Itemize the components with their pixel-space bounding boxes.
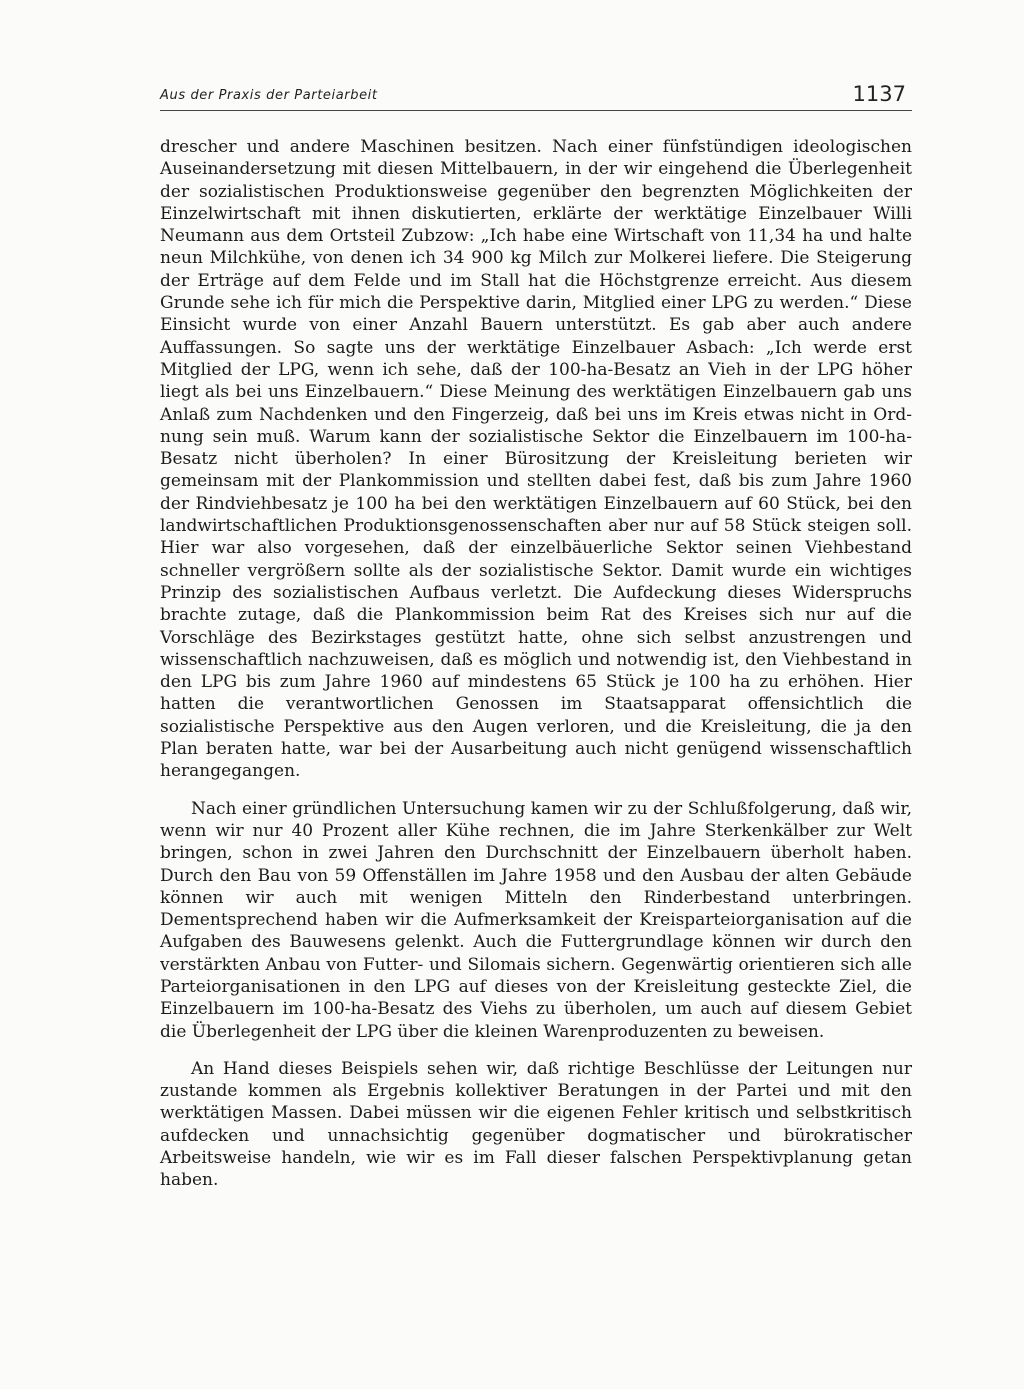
- running-title: Aus der Praxis der Parteiarbeit: [160, 88, 378, 103]
- running-header: [160, 82, 912, 110]
- paragraph-conclusion: Nach einer gründlichen Untersuchung kamen wir zu der Schlußfolgerung, daß wir, wenn wir nur 40 Prozent aller Kühe rechnen, die im Jahre Sterkenkälber zur Welt bringen, schon in zwei Jahren den Durchschnitt der Einzelbauern überholt haben. Durch den Bau von 59 Offenställen im Jahre 1958 und den Ausbau der alten Gebäude können wir auch mit wenigen Mitteln den Rinderbestand unterbringen. Dementsprechend haben wir die Aufmerksamkeit der Kreisparteiorganisation auf die Aufgaben des Bauwesens gelenkt. Auch die Futtergrundlage können wir durch den verstärkten Anbau von Futter- und Silomais sichern. Gegenwärtig orientieren sich alle Parteiorganisationen in den LPG auf dieses von der Kreisleitung gesteckte Ziel, die Einzelbauern im 100-ha-Besatz des Viehs zu überholen, um auch auf diesem Gebiet die Überlegenheit der LPG über die kleinen Warenproduzenten zu beweisen.: [160, 798, 912, 1042]
- header-rule: [160, 110, 912, 111]
- paragraph-continued: drescher und andere Maschinen besitzen. Nach einer fünfstündigen ideologischen Auseinandersetzung mit diesen Mittelbauern, in der wir eingehend die Überlegenheit der sozialistischen Produktionsweise gegenüber den begrenzten Möglichkeiten der Einzelwirtschaft mit ihnen diskutierten, erklärte der werktätige Einzelbauer Willi Neumann aus dem Ortsteil Zubzow: „Ich habe eine Wirtschaft von 11,34 ha und halte neun Milchkühe, von denen ich 34 900 kg Milch zur Molkerei liefere. Die Steigerung der Erträge auf dem Felde und im Stall hat die Höchstgrenze erreicht. Aus diesem Grunde sehe ich für mich die Perspektive darin, Mitglied einer LPG zu werden.“ Diese Einsicht wurde von einer Anzahl Bauern unterstützt. Es gab aber auch andere Auffassungen. So sagte uns der werktätige Einzelbauer Asbach: „Ich werde erst Mitglied der LPG, wenn ich sehe, daß der 100-ha-Besatz an Vieh in der LPG höher liegt als bei uns Einzelbauern.“ Diese Meinung des werktätigen Einzelbauern gab uns Anlaß zum Nachdenken und den Fingerzeig, daß bei uns im Kreis etwas nicht in Ordnung sein muß. Warum kann der sozialistische Sektor die Einzelbauern im 100-ha-Besatz nicht überholen? In einer Bürositzung der Kreisleitung berieten wir gemeinsam mit der Plankommission und stellten dabei fest, daß bis zum Jahre 1960 der Rindviehbesatz je 100 ha bei den werktätigen Einzelbauern auf 60 Stück, bei den landwirtschaftlichen Produktionsgenossenschaften aber nur auf 58 Stück steigen soll. Hier war also vorgesehen, daß der einzelbäuerliche Sektor seinen Viehbestand schneller vergrößern sollte als der sozialistische Sektor. Damit wurde ein wichtiges Prinzip des sozialistischen Aufbaus verletzt. Die Aufdeckung dieses Widerspruchs brachte zutage, daß die Plankommission beim Rat des Kreises sich nur auf die Vorschläge des Bezirkstages gestützt hatte, ohne sich selbst anzustrengen und wissenschaftlich nachzuweisen, daß es möglich und notwendig ist, den Viehbestand in den LPG bis zum Jahre 1960 auf mindestens 65 Stück je 100 ha zu erhöhen. Hier hatten die verantwortlichen Genossen im Staatsapparat offensichtlich die sozialistische Perspektive aus den Augen verloren, und die Kreisleitung, die ja den Plan beraten hatte, war bei der Ausarbeitung auch nicht genügend wissenschaftlich herangegangen.: [160, 137, 912, 782]
- page-number: 1137: [852, 82, 906, 106]
- paragraph-lesson: An Hand dieses Beispiels sehen wir, daß richtige Beschlüsse der Leitungen nur zustande kommen als Ergebnis kollektiver Beratungen in der Partei und mit den werktätigen Massen. Dabei müssen wir die eigenen Fehler kritisch und selbstkritisch aufdecken und unnachsichtig gegenüber dogmatischer und bürokratischer Arbeitsweise handeln, wie wir es im Fall dieser falschen Perspektivplanung getan haben.: [160, 1058, 912, 1191]
- body-text: [160, 136, 912, 1192]
